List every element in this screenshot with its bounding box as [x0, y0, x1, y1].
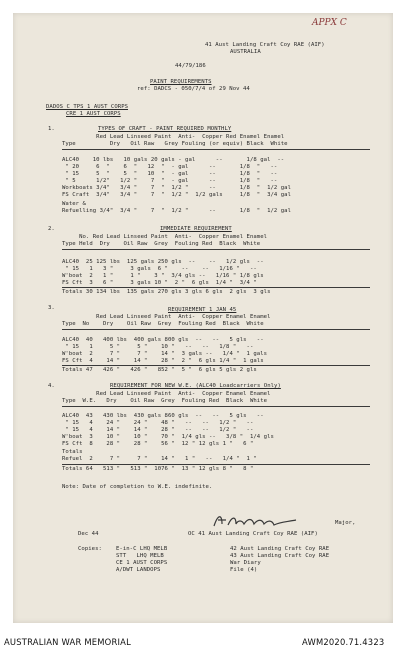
section-1-header-row: Red Lead Linseed Paint Anti- Copper Red Enamel Enamel — [62, 134, 285, 140]
section-4-total-rule — [62, 464, 370, 465]
section-4-row: Totals — [62, 449, 83, 455]
section-2-totals-row: Totals 30 134 lbs 135 gals 270 gls 3 gls 6 gls 2 gls 3 gls — [62, 289, 271, 295]
section-2-header-row: Type Held Dry Oil Raw Grey Fouling Red Black White — [62, 241, 261, 247]
section-4-number: 4. — [48, 383, 55, 389]
from-line-2: AUSTRALIA — [230, 49, 261, 55]
handwritten-signature — [210, 510, 302, 532]
section-2-row: ALC40 25 125 lbs 125 gals 250 gls -- -- 1/2 gls -- — [62, 259, 264, 265]
section-4-totals-row: Totals 64 513 " 513 " 1076 " 13 " 12 gls 8 " 8 " — [62, 466, 254, 472]
copy-recipient: E-in-C LHQ MELB — [116, 546, 168, 552]
copy-recipient: A/DWT LANDOPS — [116, 567, 161, 573]
section-3-rule — [62, 329, 370, 330]
completion-note: Note: Date of completion to W.E. indefinite. — [62, 484, 213, 490]
section-1-row: Workboats 3/4" 3/4 " 7 " 1/2 " -- 1/8 " 1/2 gal — [62, 185, 291, 191]
section-3-row: ALC40 40 400 lbs 400 gals 800 gls -- -- 5 gls -- — [62, 337, 264, 343]
copy-recipient: War Diary — [230, 560, 261, 566]
section-3-row: " 15 1 5 " 5 " 10 " -- -- 1/8 " -- — [62, 344, 254, 350]
section-1-header-row: Type Dry Oil Raw Grey Fouling (or equiv) Black White — [62, 141, 288, 147]
section-1-row: ALC40 10 lbs 10 gals 20 gals - gal -- 1/8 gal -- — [62, 157, 285, 163]
section-4-row: " 15 4 24 " 24 " 48 " -- -- 1/2 " -- — [62, 420, 254, 426]
section-2-rule — [62, 249, 370, 250]
section-1-row: " 20 6 " 6 " 12 " - gal -- 1/8 " -- — [62, 164, 278, 170]
section-2-title: IMMEDIATE REQUIREMENT — [160, 226, 232, 232]
section-1-title: TYPES OF CRAFT - PAINT REQUIRED MONTHLY — [98, 126, 232, 132]
section-1-row: FS Craft 3/4" 3/4 " 7 " 1/2 " 1/2 gals 1/8 " 3/4 gal — [62, 192, 291, 198]
section-1-row: Water & — [62, 201, 86, 207]
section-2-row: FS Cft 3 6 " 3 gals 10 " 2 " 6 gls 1/4 " 3/4 " — [62, 280, 257, 286]
section-1-row: " 5 1/2" 1/2 " 7 " - gal -- 1/8 " -- — [62, 178, 278, 184]
section-4-header-row: Red Lead Linseed Paint Anti- Copper Enamel Enamel — [62, 391, 271, 397]
section-4-header-row: Type W.E. Dry Oil Raw Grey Fouling Red Black White — [62, 398, 268, 404]
copy-recipient: CE 1 AUST CORPS — [116, 560, 168, 566]
section-3-header-row: Red Lead Linseed Paint Anti- Copper Enamel Enamel — [62, 314, 271, 320]
copies-label: Copies: — [78, 546, 102, 552]
addressee-line-2: CRE 1 AUST CORPS — [66, 111, 121, 117]
section-1-row: " 15 5 " 5 " 10 " - gal -- 1/8 " -- — [62, 171, 278, 177]
section-3-header-row: Type No Dry Oil Raw Grey Fouling Red Black White — [62, 321, 264, 327]
file-reference: 44/79/186 — [175, 63, 206, 69]
copy-recipient: 42 Aust Landing Craft Coy RAE — [230, 546, 330, 552]
section-4-row: Refuel 2 7 " 7 " 14 " 1 " -- 1/4 " 1 " — [62, 456, 257, 462]
appendix-annotation: APPX C — [312, 18, 347, 28]
section-2-number: 2. — [48, 226, 55, 232]
signatory-rank: Major, — [335, 520, 356, 526]
section-2-total-rule — [62, 287, 370, 288]
addressee-line-1: DADOS C TPS 1 AUST CORPS — [46, 104, 129, 110]
section-1-rule — [62, 149, 370, 150]
section-4-rule — [62, 406, 370, 407]
section-4-title: REQUIREMENT FOR NEW W.E. (ALC40 Loadcarriers Only) — [110, 383, 281, 389]
section-1-number: 1. — [48, 126, 55, 132]
copy-recipient: File (4) — [230, 567, 258, 573]
archive-accession-number: AWM2020.71.4323 — [302, 637, 385, 647]
section-2-header-row: No. Red Lead Linseed Paint Anti- Copper Enamel Enamel — [62, 234, 268, 240]
copy-recipient: STT LHQ MELB — [116, 553, 164, 559]
copy-recipient: 43 Aust Landing Craft Coy RAE — [230, 553, 330, 559]
section-4-row: " 15 4 14 " 14 " 28 " -- -- 1/2 " -- — [62, 427, 254, 433]
section-4-row: FS Cft 8 28 " 28 " 56 " 12 " 12 gls 1 " 6 " — [62, 441, 254, 447]
section-3-title: REQUIREMENT 1 JAN 45 — [168, 307, 237, 313]
signature-date: Dec 44 — [78, 531, 99, 537]
archive-footer — [0, 632, 406, 653]
section-3-row: W'boat 2 7 " 7 " 14 " 3 gals -- 1/4 " 1 gals — [62, 351, 268, 357]
archive-name: AUSTRALIAN WAR MEMORIAL — [4, 637, 131, 647]
section-4-row: ALC40 43 430 lbs 430 gals 860 gls -- -- 5 gls -- — [62, 413, 264, 419]
section-2-row: W'boat 2 1 " 1 " 3 " 3/4 gls -- 1/16 " 1/8 gls — [62, 273, 264, 279]
document-title: PAINT REQUIREMENTS — [150, 79, 212, 85]
section-2-row: " 15 1 3 " 3 gals 6 " -- -- 1/16 " -- — [62, 266, 257, 272]
section-1-row: Refuelling 3/4" 3/4 " 7 " 1/2 " -- 1/8 " 1/2 gal — [62, 208, 291, 214]
section-3-total-rule — [62, 365, 370, 366]
signatory-unit: OC 41 Aust Landing Craft Coy RAE (AIF) — [188, 531, 318, 537]
reference-line: ref: DADCS - 050/7/4 of 29 Nov 44 — [137, 86, 250, 92]
section-4-row: W'boat 3 10 " 10 " 70 " 1/4 gls -- 3/8 " 1/4 gls — [62, 434, 274, 440]
section-3-row: FS Cft 4 14 " 14 " 28 " 2 " 6 gls 1/4 " 1 gals — [62, 358, 264, 364]
section-3-number: 3. — [48, 305, 55, 311]
section-3-totals-row: Totals 47 426 " 426 " 852 " 5 " 6 gls 5 gls 2 gls — [62, 367, 257, 373]
from-line-1: 41 Aust Landing Craft Coy RAE (AIF) — [205, 42, 325, 48]
